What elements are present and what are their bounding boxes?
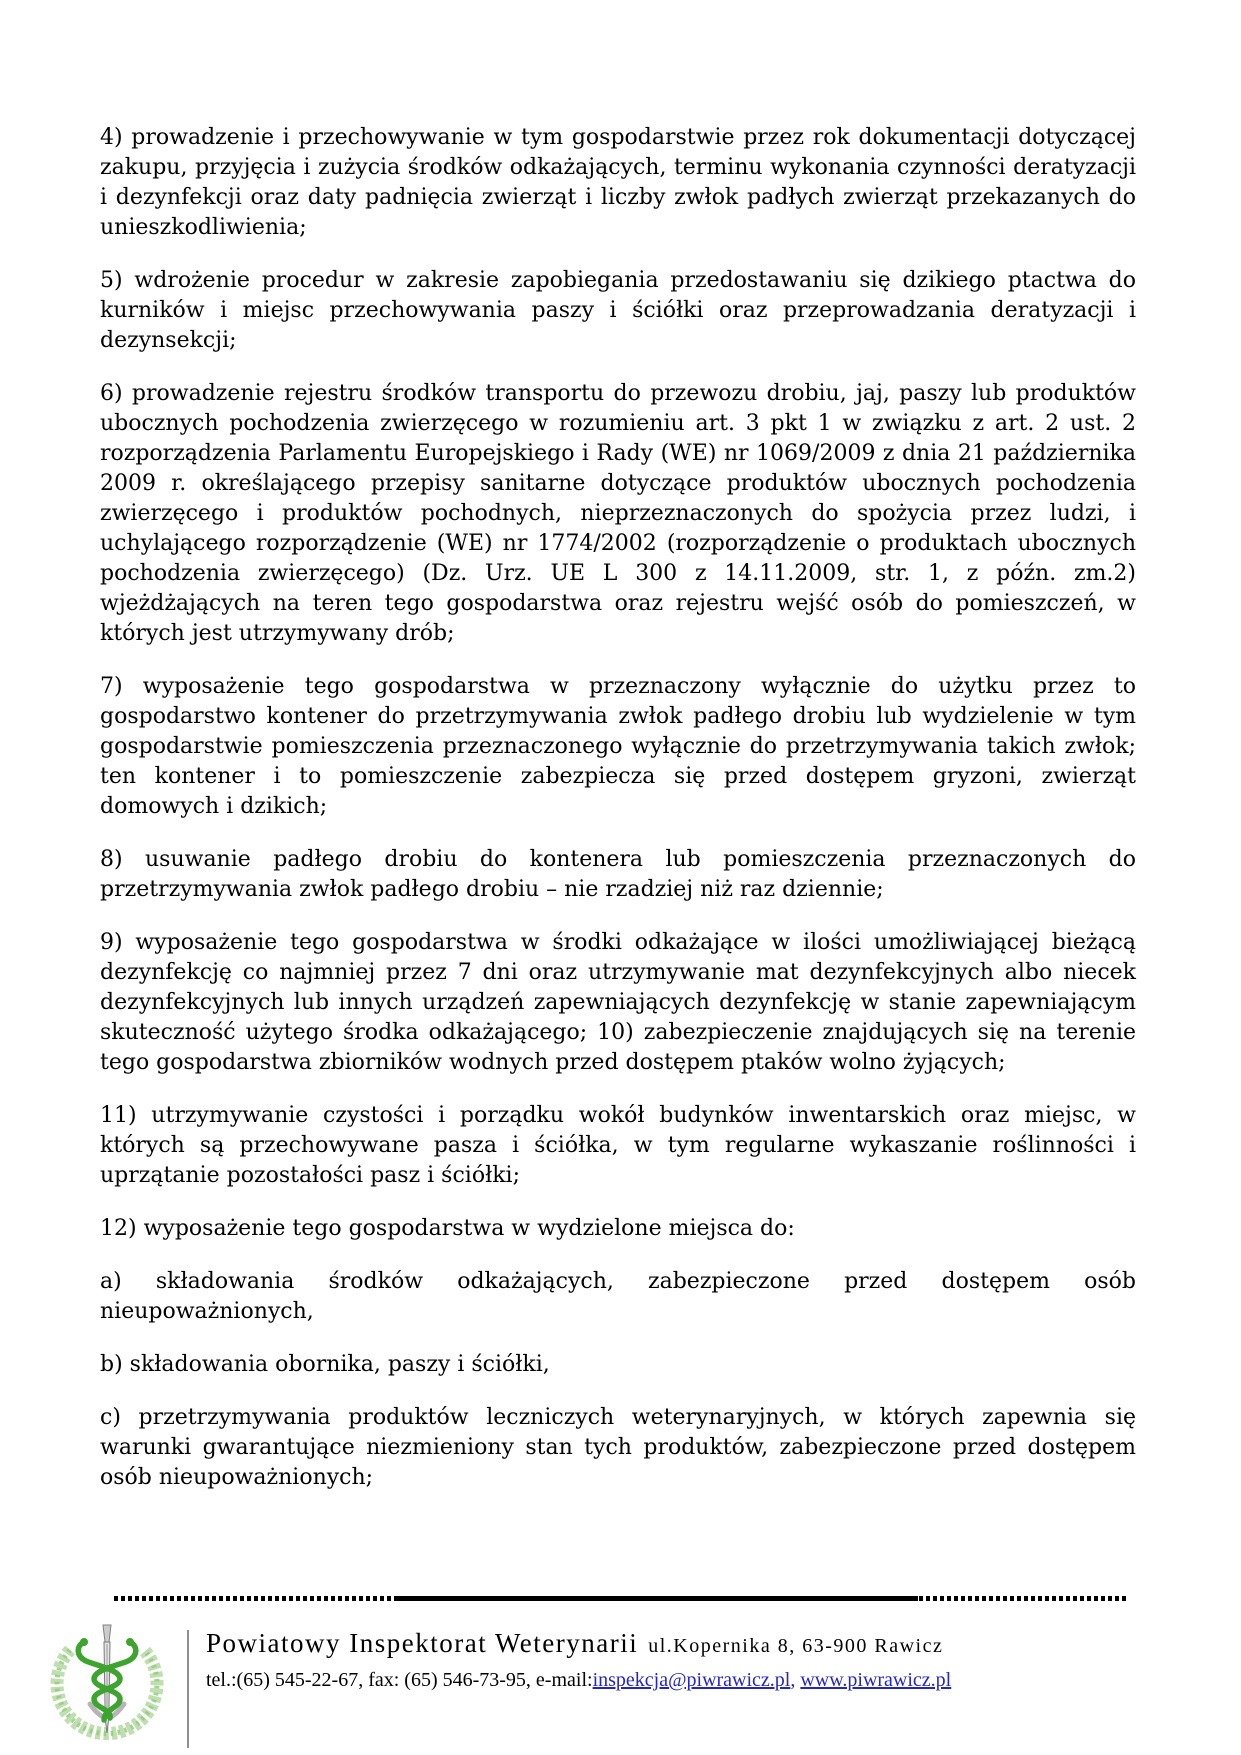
link-separator: , [790, 1669, 801, 1691]
paragraph-7: 7) wyposażenie tego gospodarstwa w przeznaczony wyłącznie do użytku przez to gospodarstwo kontener do przetrzymywania zwłok padłego drobiu lub wydzielenie w tym gospodarstwie pomieszczenia przeznaczonego wyłącznie do przetrzymywania takich zwłok; ten kontener i to pomieszczenie zabezpiecza się przed dostępem gryzoni, zwierząt domowych i dzikich; [100, 674, 1136, 819]
contact-info [206, 1669, 951, 1692]
paragraph-8: 8) usuwanie padłego drobiu do kontenera lub pomieszczenia przeznaczonych do przetrzymywania zwłok padłego drobiu – nie rzadziej niż raz dziennie; [100, 847, 1136, 902]
veterinary-caduceus-icon [46, 1620, 168, 1752]
document-body [100, 123, 1136, 1516]
website-link[interactable]: www.piwrawicz.pl [800, 1669, 952, 1691]
footer [206, 1628, 951, 1692]
footer-divider [114, 1596, 1128, 1601]
email-link[interactable]: inspekcja@piwrawicz.pl [592, 1669, 791, 1691]
paragraph-4: 4) prowadzenie i przechowywanie w tym gospodarstwie przez rok dokumentacji dotyczącej zakupu, przyjęcia i zużycia środków odkażających, terminu wykonania czynności deratyzacji i dezynfekcji oraz daty padnięcia zwierząt i liczby zwłok padłych zwierząt przekazanych do unieszkodliwienia; [100, 125, 1136, 240]
paragraph-12c: c) przetrzymywania produktów leczniczych weterynaryjnych, w których zapewnia się warunki gwarantujące niezmieniony stan tych produktów, zabezpieczone przed dostępem osób nieupoważnionych; [100, 1405, 1136, 1490]
paragraph-6: 6) prowadzenie rejestru środków transportu do przewozu drobiu, jaj, paszy lub produktów ubocznych pochodzenia zwierzęcego w rozumieniu art. 3 pkt 1 w związku z art. 2 ust. 2 rozporządzenia Parlamentu Europejskiego i Rady (WE) nr 1069/2009 z dnia 21 października 2009 r. określającego przepisy sanitarne dotyczące produktów ubocznych pochodzenia zwierzęcego i produktów pochodnych, nieprzeznaczonych do spożycia przez ludzi, i uchylającego rozporządzenie (WE) nr 1774/2002 (rozporządzenie o produktach ubocznych pochodzenia zwierzęcego) (Dz. Urz. UE L 300 z 14.11.2009, str. 1, z późn. zm.2) wjeżdżających na teren tego gospodarstwa oraz rejestru wejść osób do pomieszczeń, w których jest utrzymywany drób; [100, 381, 1136, 646]
footer-divider-solid [394, 1596, 918, 1601]
paragraph-9-10: 9) wyposażenie tego gospodarstwa w środki odkażające w ilości umożliwiającej bieżącą dezynfekcję co najmniej przez 7 dni oraz utrzymywanie mat dezynfekcyjnych albo niecek dezynfekcyjnych lub innych urządzeń zapewniających dezynfekcję w stanie zapewniającym skuteczność użytego środka odkażającego; 10) zabezpieczenie znajdujących się na terenie tego gospodarstwa zbiorników wodnych przed dostępem ptaków wolno żyjących; [100, 930, 1136, 1075]
organization-line [206, 1628, 951, 1659]
paragraph-12b: b) składowania obornika, paszy i ściółki, [100, 1352, 550, 1377]
organization-name: Powiatowy Inspektorat Weterynarii [206, 1628, 639, 1658]
paragraph-12: 12) wyposażenie tego gospodarstwa w wydzielone miejsca do: [100, 1216, 795, 1241]
paragraph-5: 5) wdrożenie procedur w zakresie zapobiegania przedostawaniu się dzikiego ptactwa do kurników i miejsc przechowywania paszy i ściółki oraz przeprowadzania deratyzacji i dezynsekcji; [100, 268, 1136, 353]
footer-separator [187, 1630, 189, 1748]
paragraph-11: 11) utrzymywanie czystości i porządku wokół budynków inwentarskich oraz miejsc, w których są przechowywane pasza i ściółka, w tym regularne wykaszanie roślinności i uprzątanie pozostałości pasz i ściółki; [100, 1103, 1136, 1188]
contact-prefix: tel.:(65) 545-22-67, fax: (65) 546-73-95, e-mail: [206, 1669, 593, 1691]
paragraph-12a: a) składowania środków odkażających, zabezpieczone przed dostępem osób nieupoważnionych, [100, 1269, 1136, 1324]
organization-address: ul.Kopernika 8, 63-900 Rawicz [648, 1635, 944, 1657]
